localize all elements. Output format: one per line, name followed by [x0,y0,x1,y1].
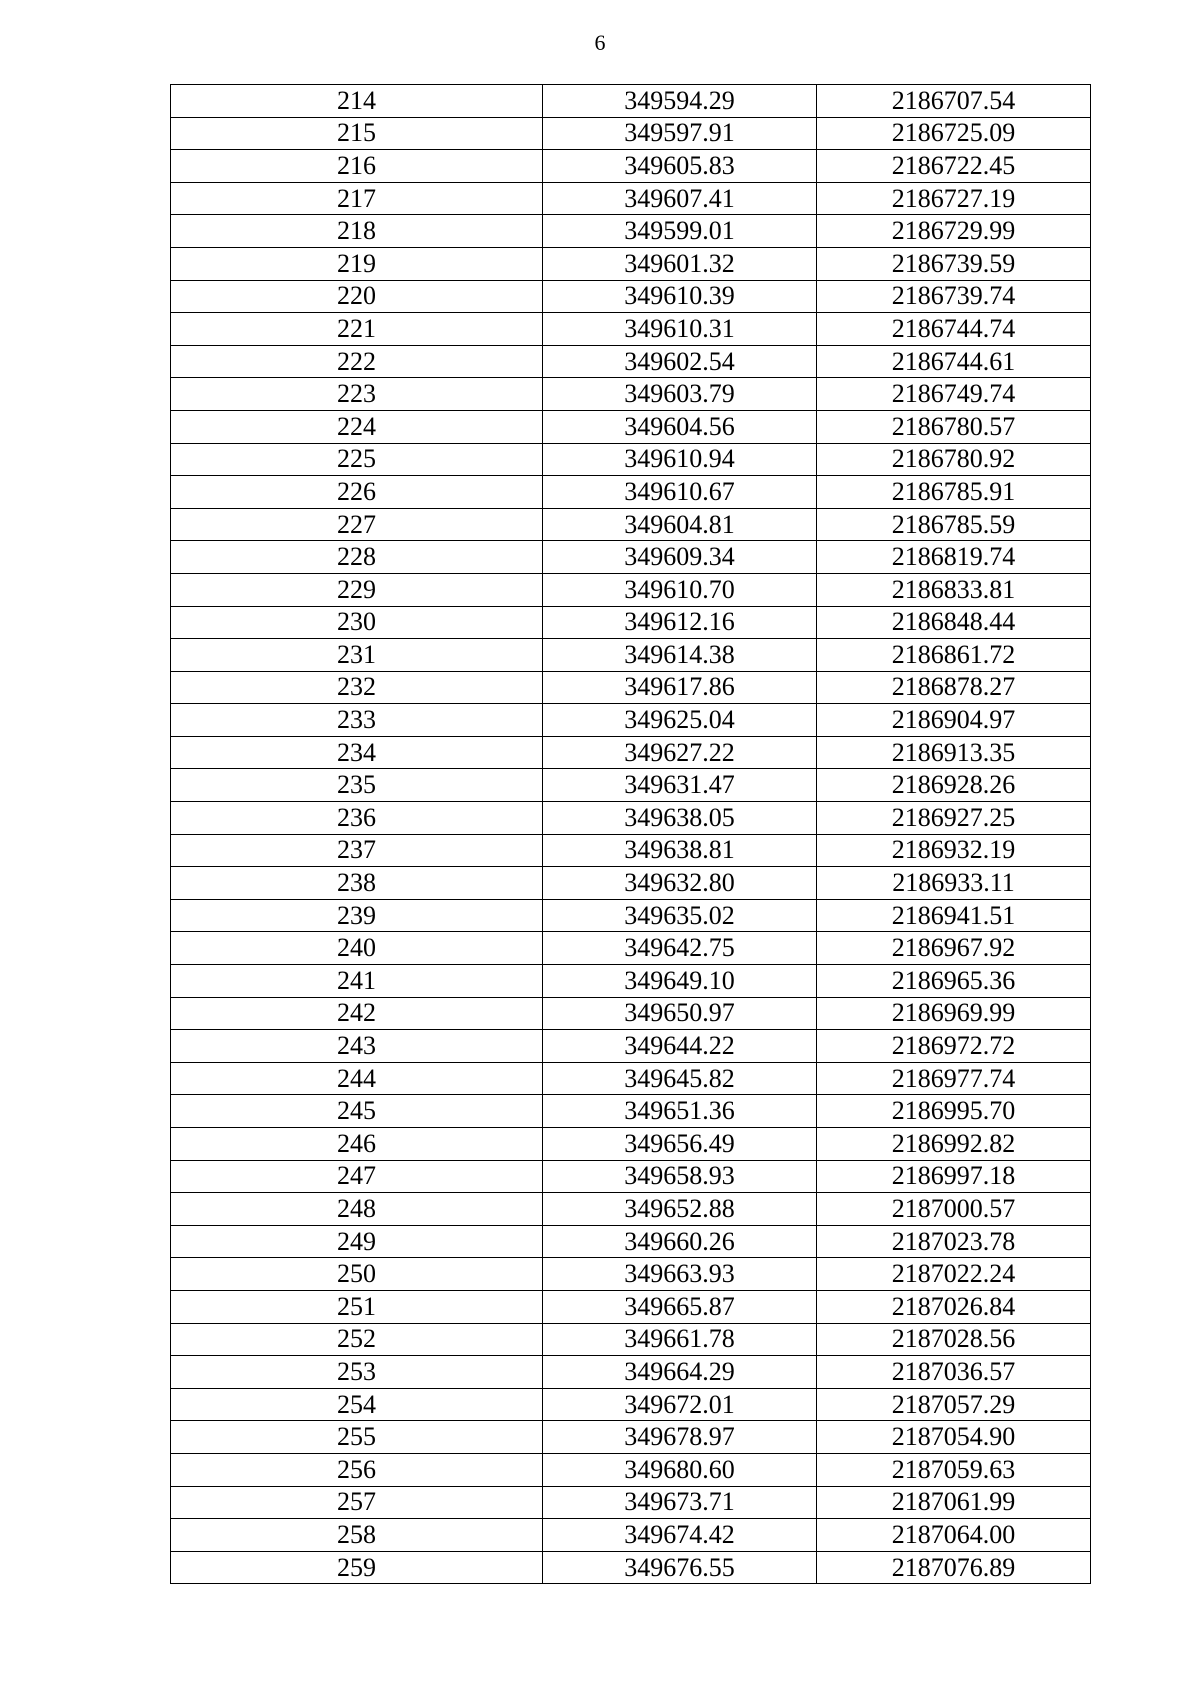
y-coordinate-cell: 2186913.35 [817,736,1091,769]
table-row [171,997,1091,1030]
point-number-cell: 236 [171,802,543,835]
x-coordinate-cell: 349644.22 [543,1030,817,1063]
y-coordinate-cell: 2186932.19 [817,834,1091,867]
x-coordinate-cell: 349678.97 [543,1421,817,1454]
y-coordinate-cell: 2186722.45 [817,150,1091,183]
x-coordinate-cell: 349594.29 [543,85,817,118]
y-coordinate-cell: 2186739.74 [817,280,1091,313]
point-number-cell: 240 [171,932,543,965]
x-coordinate-cell: 349665.87 [543,1290,817,1323]
x-coordinate-cell: 349614.38 [543,639,817,672]
y-coordinate-cell: 2186819.74 [817,541,1091,574]
x-coordinate-cell: 349610.39 [543,280,817,313]
point-number-cell: 228 [171,541,543,574]
y-coordinate-cell: 2186833.81 [817,573,1091,606]
table-row [171,1095,1091,1128]
x-coordinate-cell: 349680.60 [543,1453,817,1486]
table-row [171,476,1091,509]
y-coordinate-cell: 2186780.57 [817,410,1091,443]
point-number-cell: 247 [171,1160,543,1193]
x-coordinate-cell: 349642.75 [543,932,817,965]
y-coordinate-cell: 2187028.56 [817,1323,1091,1356]
x-coordinate-cell: 349631.47 [543,769,817,802]
point-number-cell: 254 [171,1388,543,1421]
point-number-cell: 235 [171,769,543,802]
table-row [171,541,1091,574]
table-row [171,1388,1091,1421]
table-row [171,117,1091,150]
y-coordinate-cell: 2186707.54 [817,85,1091,118]
point-number-cell: 225 [171,443,543,476]
point-number-cell: 222 [171,345,543,378]
y-coordinate-cell: 2186977.74 [817,1062,1091,1095]
point-number-cell: 224 [171,410,543,443]
x-coordinate-cell: 349610.70 [543,573,817,606]
point-number-cell: 223 [171,378,543,411]
point-number-cell: 216 [171,150,543,183]
table-row [171,410,1091,443]
y-coordinate-cell: 2186749.74 [817,378,1091,411]
x-coordinate-cell: 349660.26 [543,1225,817,1258]
point-number-cell: 258 [171,1519,543,1552]
x-coordinate-cell: 349604.81 [543,508,817,541]
table-row [171,573,1091,606]
y-coordinate-cell: 2186785.91 [817,476,1091,509]
x-coordinate-cell: 349607.41 [543,182,817,215]
x-coordinate-cell: 349674.42 [543,1519,817,1552]
y-coordinate-cell: 2186995.70 [817,1095,1091,1128]
table-row [171,345,1091,378]
point-number-cell: 215 [171,117,543,150]
y-coordinate-cell: 2186744.61 [817,345,1091,378]
table-row [171,1062,1091,1095]
point-number-cell: 221 [171,313,543,346]
point-number-cell: 250 [171,1258,543,1291]
table-row [171,1486,1091,1519]
y-coordinate-cell: 2186927.25 [817,802,1091,835]
point-number-cell: 219 [171,247,543,280]
point-number-cell: 257 [171,1486,543,1519]
table-row [171,1225,1091,1258]
table-row [171,280,1091,313]
table-row [171,867,1091,900]
x-coordinate-cell: 349635.02 [543,899,817,932]
x-coordinate-cell: 349627.22 [543,736,817,769]
point-number-cell: 232 [171,671,543,704]
x-coordinate-cell: 349617.86 [543,671,817,704]
point-number-cell: 233 [171,704,543,737]
x-coordinate-cell: 349649.10 [543,965,817,998]
y-coordinate-cell: 2186972.72 [817,1030,1091,1063]
x-coordinate-cell: 349638.05 [543,802,817,835]
y-coordinate-cell: 2186729.99 [817,215,1091,248]
table-row [171,1030,1091,1063]
y-coordinate-cell: 2187064.00 [817,1519,1091,1552]
point-number-cell: 256 [171,1453,543,1486]
point-number-cell: 231 [171,639,543,672]
point-number-cell: 255 [171,1421,543,1454]
point-number-cell: 230 [171,606,543,639]
table-row [171,1193,1091,1226]
x-coordinate-cell: 349673.71 [543,1486,817,1519]
x-coordinate-cell: 349650.97 [543,997,817,1030]
table-row [171,1290,1091,1323]
table-row [171,769,1091,802]
coordinates-table-body [171,85,1091,1584]
coordinates-table [170,84,1091,1584]
x-coordinate-cell: 349597.91 [543,117,817,150]
y-coordinate-cell: 2187076.89 [817,1551,1091,1584]
x-coordinate-cell: 349625.04 [543,704,817,737]
y-coordinate-cell: 2186785.59 [817,508,1091,541]
x-coordinate-cell: 349609.34 [543,541,817,574]
y-coordinate-cell: 2186992.82 [817,1128,1091,1161]
table-row [171,1160,1091,1193]
table-row [171,508,1091,541]
x-coordinate-cell: 349610.31 [543,313,817,346]
x-coordinate-cell: 349602.54 [543,345,817,378]
table-row [171,965,1091,998]
table-row [171,736,1091,769]
point-number-cell: 227 [171,508,543,541]
point-number-cell: 234 [171,736,543,769]
y-coordinate-cell: 2186878.27 [817,671,1091,704]
x-coordinate-cell: 349610.94 [543,443,817,476]
x-coordinate-cell: 349676.55 [543,1551,817,1584]
table-row [171,834,1091,867]
point-number-cell: 251 [171,1290,543,1323]
point-number-cell: 244 [171,1062,543,1095]
x-coordinate-cell: 349605.83 [543,150,817,183]
table-row [171,1453,1091,1486]
x-coordinate-cell: 349604.56 [543,410,817,443]
table-row [171,802,1091,835]
x-coordinate-cell: 349661.78 [543,1323,817,1356]
y-coordinate-cell: 2187054.90 [817,1421,1091,1454]
point-number-cell: 252 [171,1323,543,1356]
x-coordinate-cell: 349638.81 [543,834,817,867]
y-coordinate-cell: 2186941.51 [817,899,1091,932]
y-coordinate-cell: 2187036.57 [817,1356,1091,1389]
y-coordinate-cell: 2187057.29 [817,1388,1091,1421]
x-coordinate-cell: 349663.93 [543,1258,817,1291]
y-coordinate-cell: 2187022.24 [817,1258,1091,1291]
y-coordinate-cell: 2186967.92 [817,932,1091,965]
table-row [171,1421,1091,1454]
y-coordinate-cell: 2186997.18 [817,1160,1091,1193]
x-coordinate-cell: 349601.32 [543,247,817,280]
table-row [171,150,1091,183]
point-number-cell: 239 [171,899,543,932]
x-coordinate-cell: 349672.01 [543,1388,817,1421]
point-number-cell: 248 [171,1193,543,1226]
point-number-cell: 249 [171,1225,543,1258]
point-number-cell: 243 [171,1030,543,1063]
y-coordinate-cell: 2187059.63 [817,1453,1091,1486]
point-number-cell: 238 [171,867,543,900]
point-number-cell: 220 [171,280,543,313]
y-coordinate-cell: 2187061.99 [817,1486,1091,1519]
y-coordinate-cell: 2187026.84 [817,1290,1091,1323]
page-number: 6 [594,30,606,55]
table-row [171,1258,1091,1291]
y-coordinate-cell: 2186848.44 [817,606,1091,639]
table-row [171,1356,1091,1389]
table-row [171,443,1091,476]
y-coordinate-cell: 2186744.74 [817,313,1091,346]
y-coordinate-cell: 2186725.09 [817,117,1091,150]
y-coordinate-cell: 2186780.92 [817,443,1091,476]
point-number-cell: 253 [171,1356,543,1389]
x-coordinate-cell: 349632.80 [543,867,817,900]
table-row [171,215,1091,248]
point-number-cell: 226 [171,476,543,509]
y-coordinate-cell: 2186933.11 [817,867,1091,900]
x-coordinate-cell: 349599.01 [543,215,817,248]
y-coordinate-cell: 2186727.19 [817,182,1091,215]
x-coordinate-cell: 349664.29 [543,1356,817,1389]
table-row [171,606,1091,639]
table-row [171,1551,1091,1584]
x-coordinate-cell: 349652.88 [543,1193,817,1226]
table-row [171,247,1091,280]
y-coordinate-cell: 2186904.97 [817,704,1091,737]
table-row [171,378,1091,411]
table-row [171,85,1091,118]
y-coordinate-cell: 2186739.59 [817,247,1091,280]
table-row [171,671,1091,704]
point-number-cell: 229 [171,573,543,606]
y-coordinate-cell: 2186861.72 [817,639,1091,672]
table-row [171,704,1091,737]
point-number-cell: 246 [171,1128,543,1161]
y-coordinate-cell: 2187000.57 [817,1193,1091,1226]
x-coordinate-cell: 349612.16 [543,606,817,639]
table-row [171,313,1091,346]
x-coordinate-cell: 349603.79 [543,378,817,411]
table-row [171,182,1091,215]
point-number-cell: 217 [171,182,543,215]
point-number-cell: 214 [171,85,543,118]
table-row [171,1519,1091,1552]
table-row [171,639,1091,672]
table-row [171,899,1091,932]
y-coordinate-cell: 2186969.99 [817,997,1091,1030]
x-coordinate-cell: 349656.49 [543,1128,817,1161]
point-number-cell: 242 [171,997,543,1030]
point-number-cell: 259 [171,1551,543,1584]
y-coordinate-cell: 2186965.36 [817,965,1091,998]
x-coordinate-cell: 349610.67 [543,476,817,509]
table-row [171,1128,1091,1161]
point-number-cell: 218 [171,215,543,248]
x-coordinate-cell: 349658.93 [543,1160,817,1193]
y-coordinate-cell: 2186928.26 [817,769,1091,802]
y-coordinate-cell: 2187023.78 [817,1225,1091,1258]
table-row [171,932,1091,965]
point-number-cell: 245 [171,1095,543,1128]
point-number-cell: 237 [171,834,543,867]
x-coordinate-cell: 349651.36 [543,1095,817,1128]
point-number-cell: 241 [171,965,543,998]
x-coordinate-cell: 349645.82 [543,1062,817,1095]
table-row [171,1323,1091,1356]
